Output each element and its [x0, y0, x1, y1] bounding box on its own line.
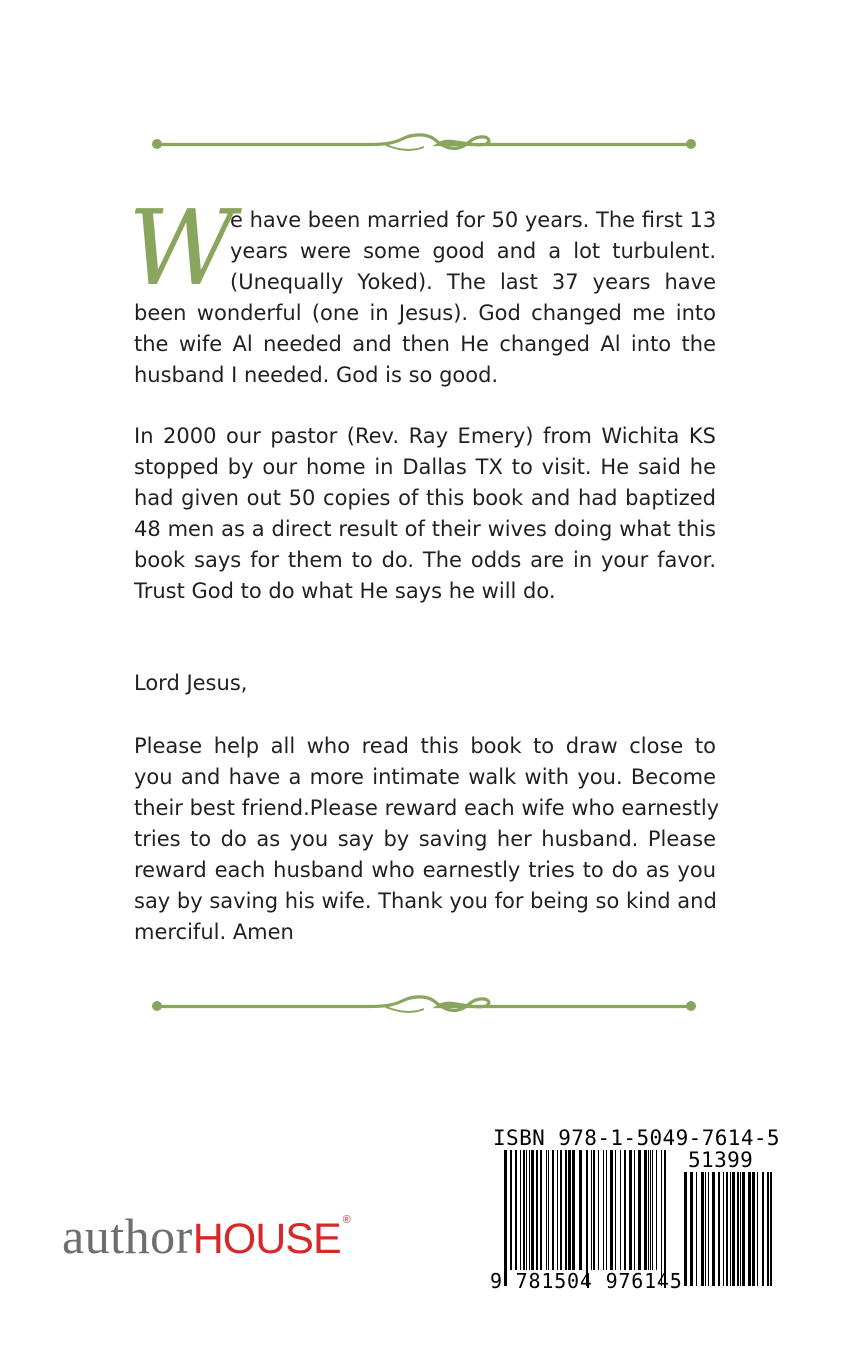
barcode-bar [552, 1150, 554, 1270]
barcode-bar [638, 1150, 641, 1270]
addon-barcode-bars [684, 1172, 776, 1286]
text-line: Trust God to do what He says he will do. [134, 579, 556, 603]
text-line: (Unequally Yoked). The last 37 years have [230, 270, 716, 294]
logo-author-text: author [62, 1208, 193, 1264]
text-line: Please help all who read this book to draw close to [134, 734, 716, 758]
barcode-bar [557, 1150, 558, 1270]
logo-house-text: HOUSE [192, 1215, 341, 1263]
text-line: e have been married for 50 years. The first 13 [230, 208, 717, 232]
barcode-bar [708, 1172, 709, 1286]
barcode-bar [652, 1150, 653, 1270]
barcode-bar [529, 1150, 530, 1270]
barcode-bar [718, 1172, 720, 1286]
paragraph-pastor [134, 421, 716, 607]
barcode-bar [650, 1150, 651, 1270]
text-line: reward each husband who earnestly tries to do as you [134, 858, 716, 882]
barcode-bar [664, 1150, 666, 1286]
barcode-bar [732, 1172, 735, 1286]
barcode-bar [620, 1150, 621, 1270]
barcode-bar [504, 1150, 507, 1286]
barcode-bar [696, 1172, 697, 1286]
barcode-bar [586, 1150, 588, 1286]
barcode-bar [644, 1150, 647, 1270]
paragraph-marriage [134, 205, 716, 391]
barcode-bar [712, 1172, 715, 1286]
barcode-bar [523, 1150, 525, 1270]
barcode-bar [615, 1150, 616, 1270]
barcode-bar [526, 1150, 527, 1270]
ean-barcode-bars [504, 1150, 668, 1286]
barcode-bar [593, 1150, 595, 1270]
barcode-bar [723, 1172, 724, 1286]
text-line: had given out 50 copies of this book and had baptized [134, 486, 716, 510]
barcode-bar [624, 1150, 626, 1270]
barcode-bar [730, 1172, 731, 1286]
barcode-bar [705, 1172, 706, 1286]
text-line: tries to do as you say by saving her husband. Please [134, 827, 716, 851]
barcode-addon-number: 51399 [688, 1148, 754, 1172]
barcode-bar [762, 1172, 764, 1286]
barcode-bar [656, 1150, 657, 1270]
text-line: husband I needed. God is so good. [134, 363, 499, 387]
text-line: been wonderful (one in Jesus). God changed me into [134, 301, 716, 325]
barcode-bar [634, 1150, 635, 1270]
barcode-bar [510, 1150, 512, 1270]
ornamental-divider-bottom [150, 993, 698, 1019]
text-line: stopped by our home in Dallas TX to visit. He said he [134, 455, 716, 479]
barcode-bar [752, 1172, 755, 1286]
barcode-bar [701, 1172, 704, 1286]
barcode-bar [757, 1172, 758, 1286]
isbn-label: ISBN 978-1-5049-7614-5 [493, 1126, 780, 1150]
barcode-bar [629, 1150, 632, 1270]
barcode-bar [548, 1150, 549, 1270]
text-line: 48 men as a direct result of their wives doing what this [134, 517, 716, 541]
barcode-bar [579, 1150, 582, 1270]
barcode-bar [740, 1172, 741, 1286]
barcode-bar [684, 1172, 687, 1286]
barcode-bar [568, 1150, 571, 1270]
barcode-bar [520, 1150, 521, 1270]
prayer-salutation: Lord Jesus, [134, 671, 248, 695]
barcode-bar [690, 1172, 693, 1286]
text-line: the wife Al needed and then He changed Al into the [134, 332, 716, 356]
barcode-bar [540, 1150, 542, 1270]
barcode-bar [767, 1172, 769, 1286]
barcode-bar [560, 1150, 562, 1270]
barcode-bar [737, 1172, 739, 1286]
barcode-bar [648, 1150, 649, 1270]
text-line: you and have a more intimate walk with you. Become [134, 765, 716, 789]
barcode-bar [606, 1150, 607, 1270]
barcode-bar [565, 1150, 567, 1270]
barcode-bar [515, 1150, 517, 1270]
barcode-bar [742, 1172, 745, 1286]
barcode-bar [598, 1150, 599, 1270]
drop-cap-letter: W [128, 187, 235, 309]
barcode-bar [770, 1172, 772, 1286]
text-line: say by saving his wife. Thank you for being so kind and [134, 889, 717, 913]
barcode-bar [531, 1150, 534, 1270]
ornamental-divider-top [150, 131, 698, 157]
barcode-bar [748, 1172, 751, 1286]
barcode-bar [572, 1150, 575, 1270]
barcode-bar [610, 1150, 613, 1270]
text-line: book says for them to do. The odds are in your favor. [134, 548, 716, 572]
text-line: In 2000 our pastor (Rev. Ray Emery) from Wichita KS [134, 424, 716, 448]
registered-mark: ® [342, 1214, 351, 1226]
text-line: their best friend.Please reward each wife who earnestly [134, 796, 720, 820]
barcode-bar [661, 1150, 662, 1286]
barcode-bar [603, 1150, 604, 1270]
text-line: merciful. Amen [134, 920, 294, 944]
ean-number: 9 781504 976145 [490, 1269, 683, 1293]
text-line: years were some good and a lot turbulent. [230, 239, 716, 263]
barcode-bar [591, 1150, 592, 1270]
barcode-bar [726, 1172, 728, 1286]
barcode-bar [536, 1150, 538, 1270]
paragraph-prayer [134, 731, 720, 948]
barcode-bar [546, 1150, 547, 1270]
authorhouse-logo [62, 1206, 351, 1266]
